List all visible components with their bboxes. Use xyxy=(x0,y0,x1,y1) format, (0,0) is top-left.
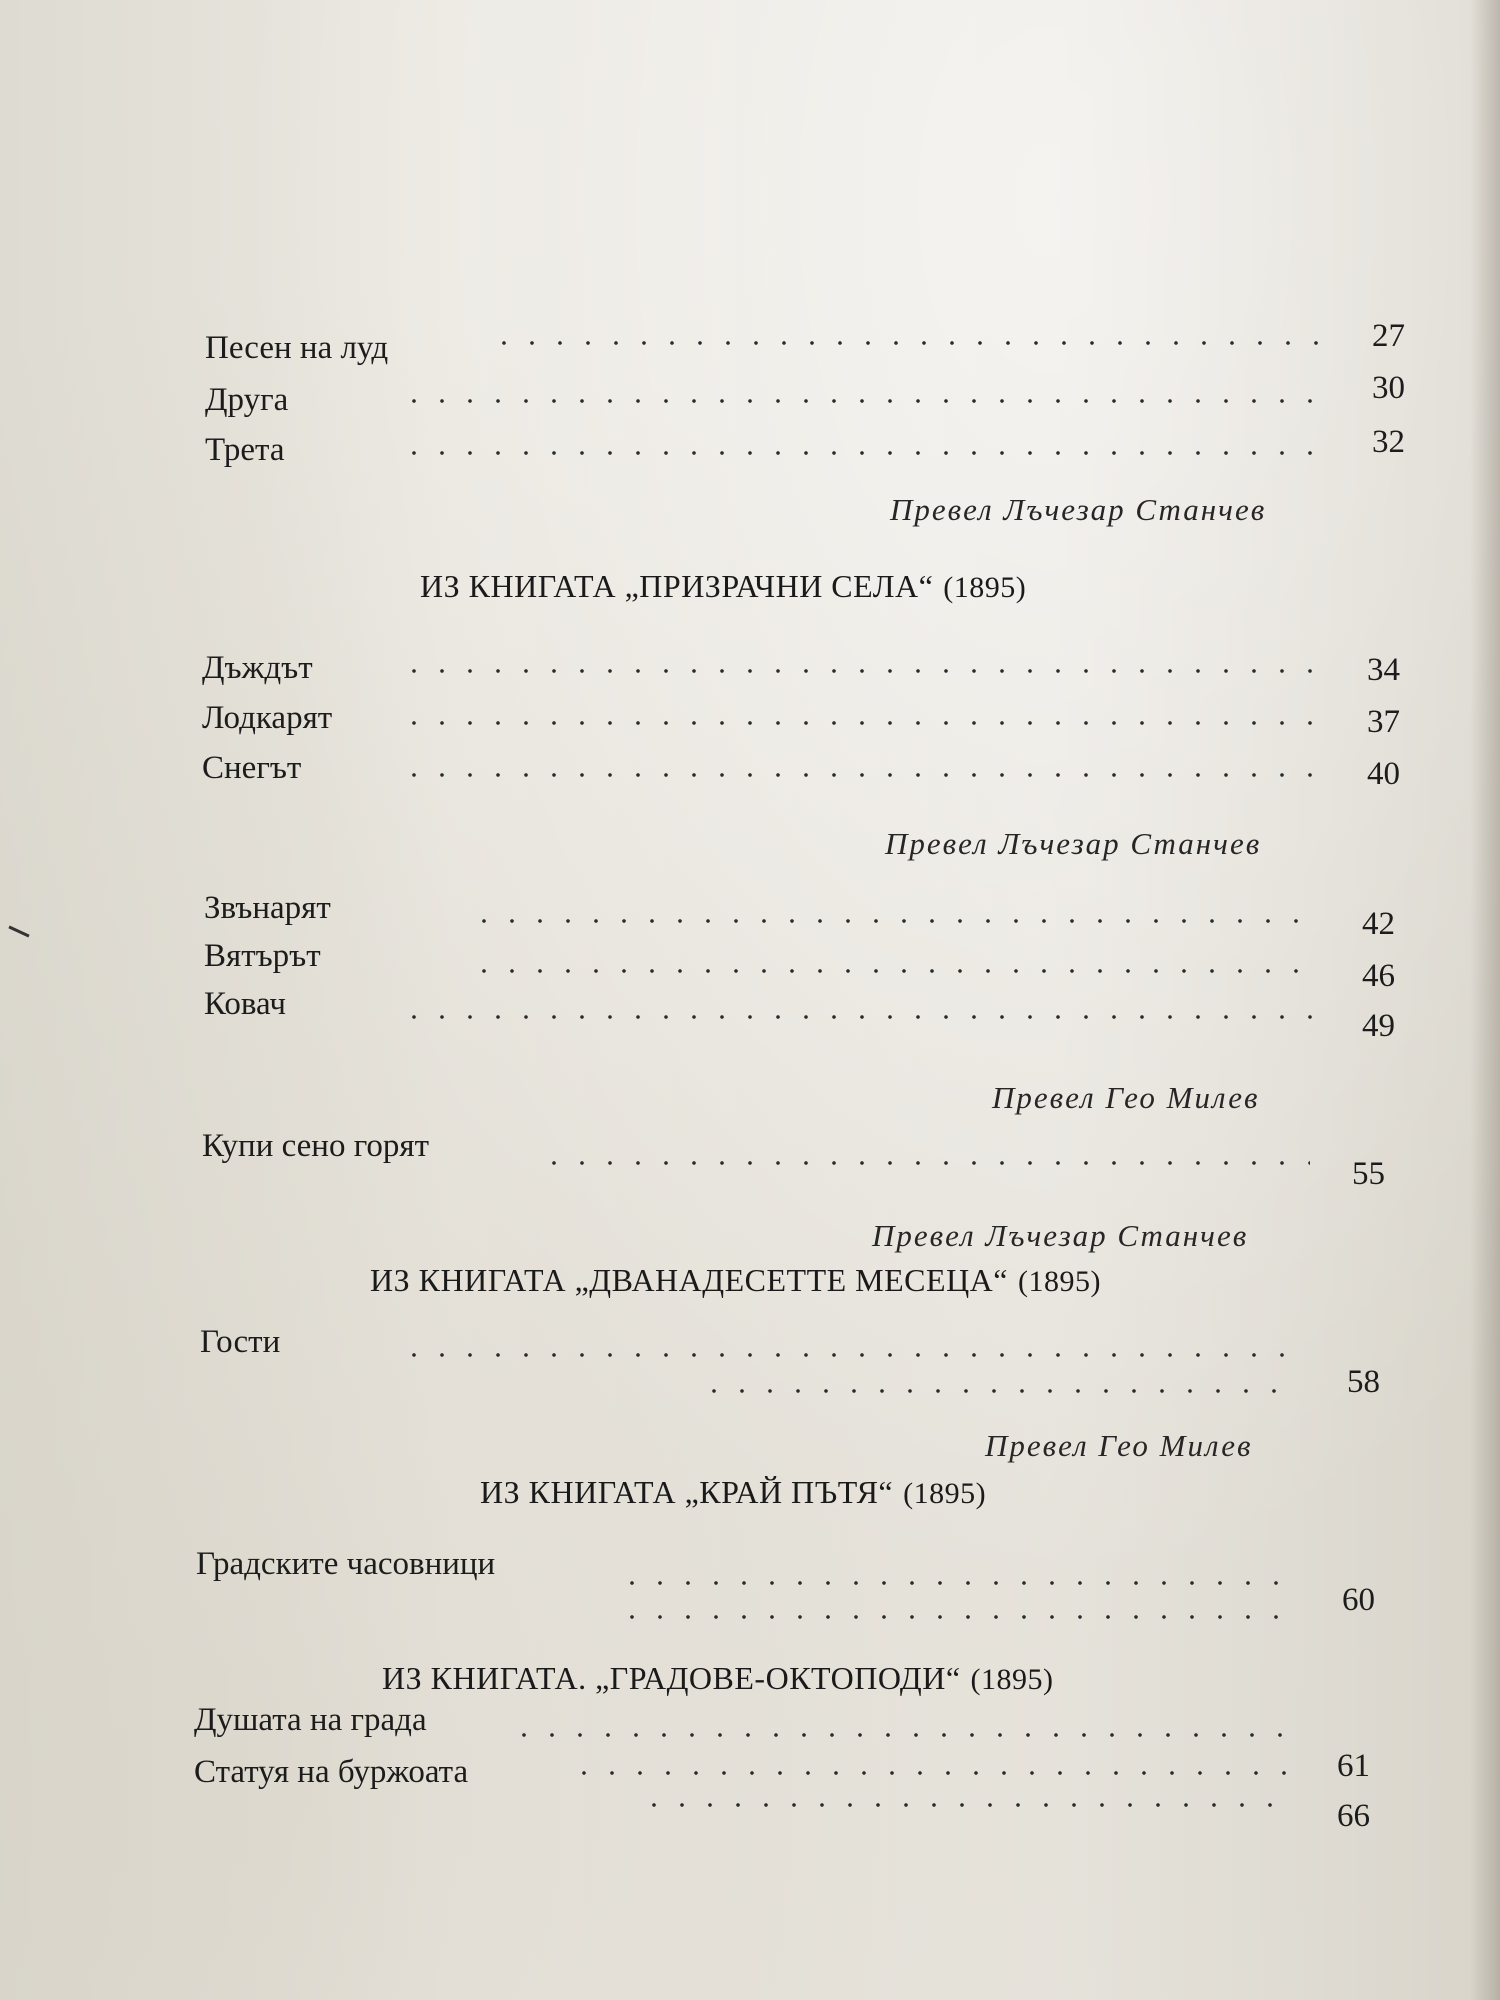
section-year: (1895) xyxy=(1017,1265,1101,1298)
toc-entry-title: Дъждът xyxy=(202,650,313,686)
toc-entry-title: Трета xyxy=(205,432,285,468)
toc-entry-page: 58 xyxy=(1347,1364,1380,1400)
translator-credit: Превел Лъчезар Станчев xyxy=(885,826,1262,861)
dot-leader xyxy=(400,398,1335,404)
dot-leader xyxy=(510,1732,1290,1738)
dot-leader xyxy=(470,918,1320,924)
section-title: ИЗ КНИГАТА „КРАЙ ПЪТЯ“ xyxy=(480,1474,894,1510)
section-heading xyxy=(370,1262,1101,1299)
page-edge-shadow xyxy=(1470,0,1500,2000)
toc-entry-title: Звънарят xyxy=(204,890,331,926)
toc-entry-page: 27 xyxy=(1372,318,1405,354)
toc-entry-page: 30 xyxy=(1372,370,1405,406)
dot-leader xyxy=(400,450,1335,456)
toc-entry-page: 42 xyxy=(1362,906,1395,942)
toc-entry-title: Статуя на буржоата xyxy=(194,1754,469,1790)
toc-entry-page: 55 xyxy=(1352,1156,1385,1192)
toc-entry-title: Купи сено горят xyxy=(202,1128,430,1164)
toc-entry-title: Лодкарят xyxy=(202,700,333,736)
translator-credit: Превел Гео Милев xyxy=(985,1428,1253,1463)
section-title: ИЗ КНИГАТА. „ГРАДОВЕ-ОКТОПОДИ“ xyxy=(382,1660,961,1696)
toc-entry-page: 32 xyxy=(1372,424,1405,460)
dot-leader xyxy=(540,1160,1310,1166)
dot-leader xyxy=(570,1770,1290,1776)
toc-entry-page: 60 xyxy=(1342,1582,1375,1618)
dot-leader xyxy=(618,1580,1300,1586)
toc-entry-page: 34 xyxy=(1367,652,1400,688)
dot-leader xyxy=(400,720,1325,726)
toc-entry-title: Градските часовници xyxy=(196,1546,496,1582)
section-heading xyxy=(480,1474,986,1511)
dot-leader xyxy=(400,668,1325,674)
section-heading xyxy=(420,568,1026,605)
toc-entry-title: Ковач xyxy=(204,986,286,1022)
dot-leader xyxy=(490,340,1335,346)
section-year: (1895) xyxy=(970,1663,1054,1696)
dot-leader xyxy=(400,1014,1320,1020)
dot-leader xyxy=(470,968,1320,974)
section-year: (1895) xyxy=(903,1477,987,1510)
toc-entry-page: 37 xyxy=(1367,704,1400,740)
section-title: ИЗ КНИГАТА „ПРИЗРАЧНИ СЕЛА“ xyxy=(420,568,934,604)
toc-entry-title: Душата на града xyxy=(194,1702,427,1738)
toc-entry-title: Песен на луд xyxy=(205,330,389,366)
dot-leader xyxy=(618,1614,1300,1620)
section-year: (1895) xyxy=(943,571,1027,604)
toc-entry-page: 49 xyxy=(1362,1008,1395,1044)
toc-entry-title: Друга xyxy=(205,382,289,418)
toc-entry-page: 40 xyxy=(1367,756,1400,792)
toc-entry-page: 46 xyxy=(1362,958,1395,994)
section-heading xyxy=(382,1660,1054,1697)
translator-credit: Превел Гео Милев xyxy=(992,1080,1260,1115)
toc-entry-title: Гости xyxy=(200,1324,281,1360)
dot-leader xyxy=(640,1802,1290,1808)
margin-mark xyxy=(8,925,29,937)
toc-entry-page: 61 xyxy=(1337,1748,1370,1784)
dot-leader xyxy=(400,1352,1300,1358)
translator-credit: Превел Лъчезар Станчев xyxy=(872,1218,1249,1253)
section-title: ИЗ КНИГАТА „ДВАНАДЕСЕТТЕ МЕСЕЦА“ xyxy=(370,1262,1008,1298)
toc-entry-page: 66 xyxy=(1337,1798,1370,1834)
toc-entry-title: Снегът xyxy=(202,750,302,786)
translator-credit: Превел Лъчезар Станчев xyxy=(890,492,1267,527)
dot-leader xyxy=(700,1388,1300,1394)
dot-leader xyxy=(400,772,1325,778)
toc-entry-title: Вятърът xyxy=(204,938,321,974)
